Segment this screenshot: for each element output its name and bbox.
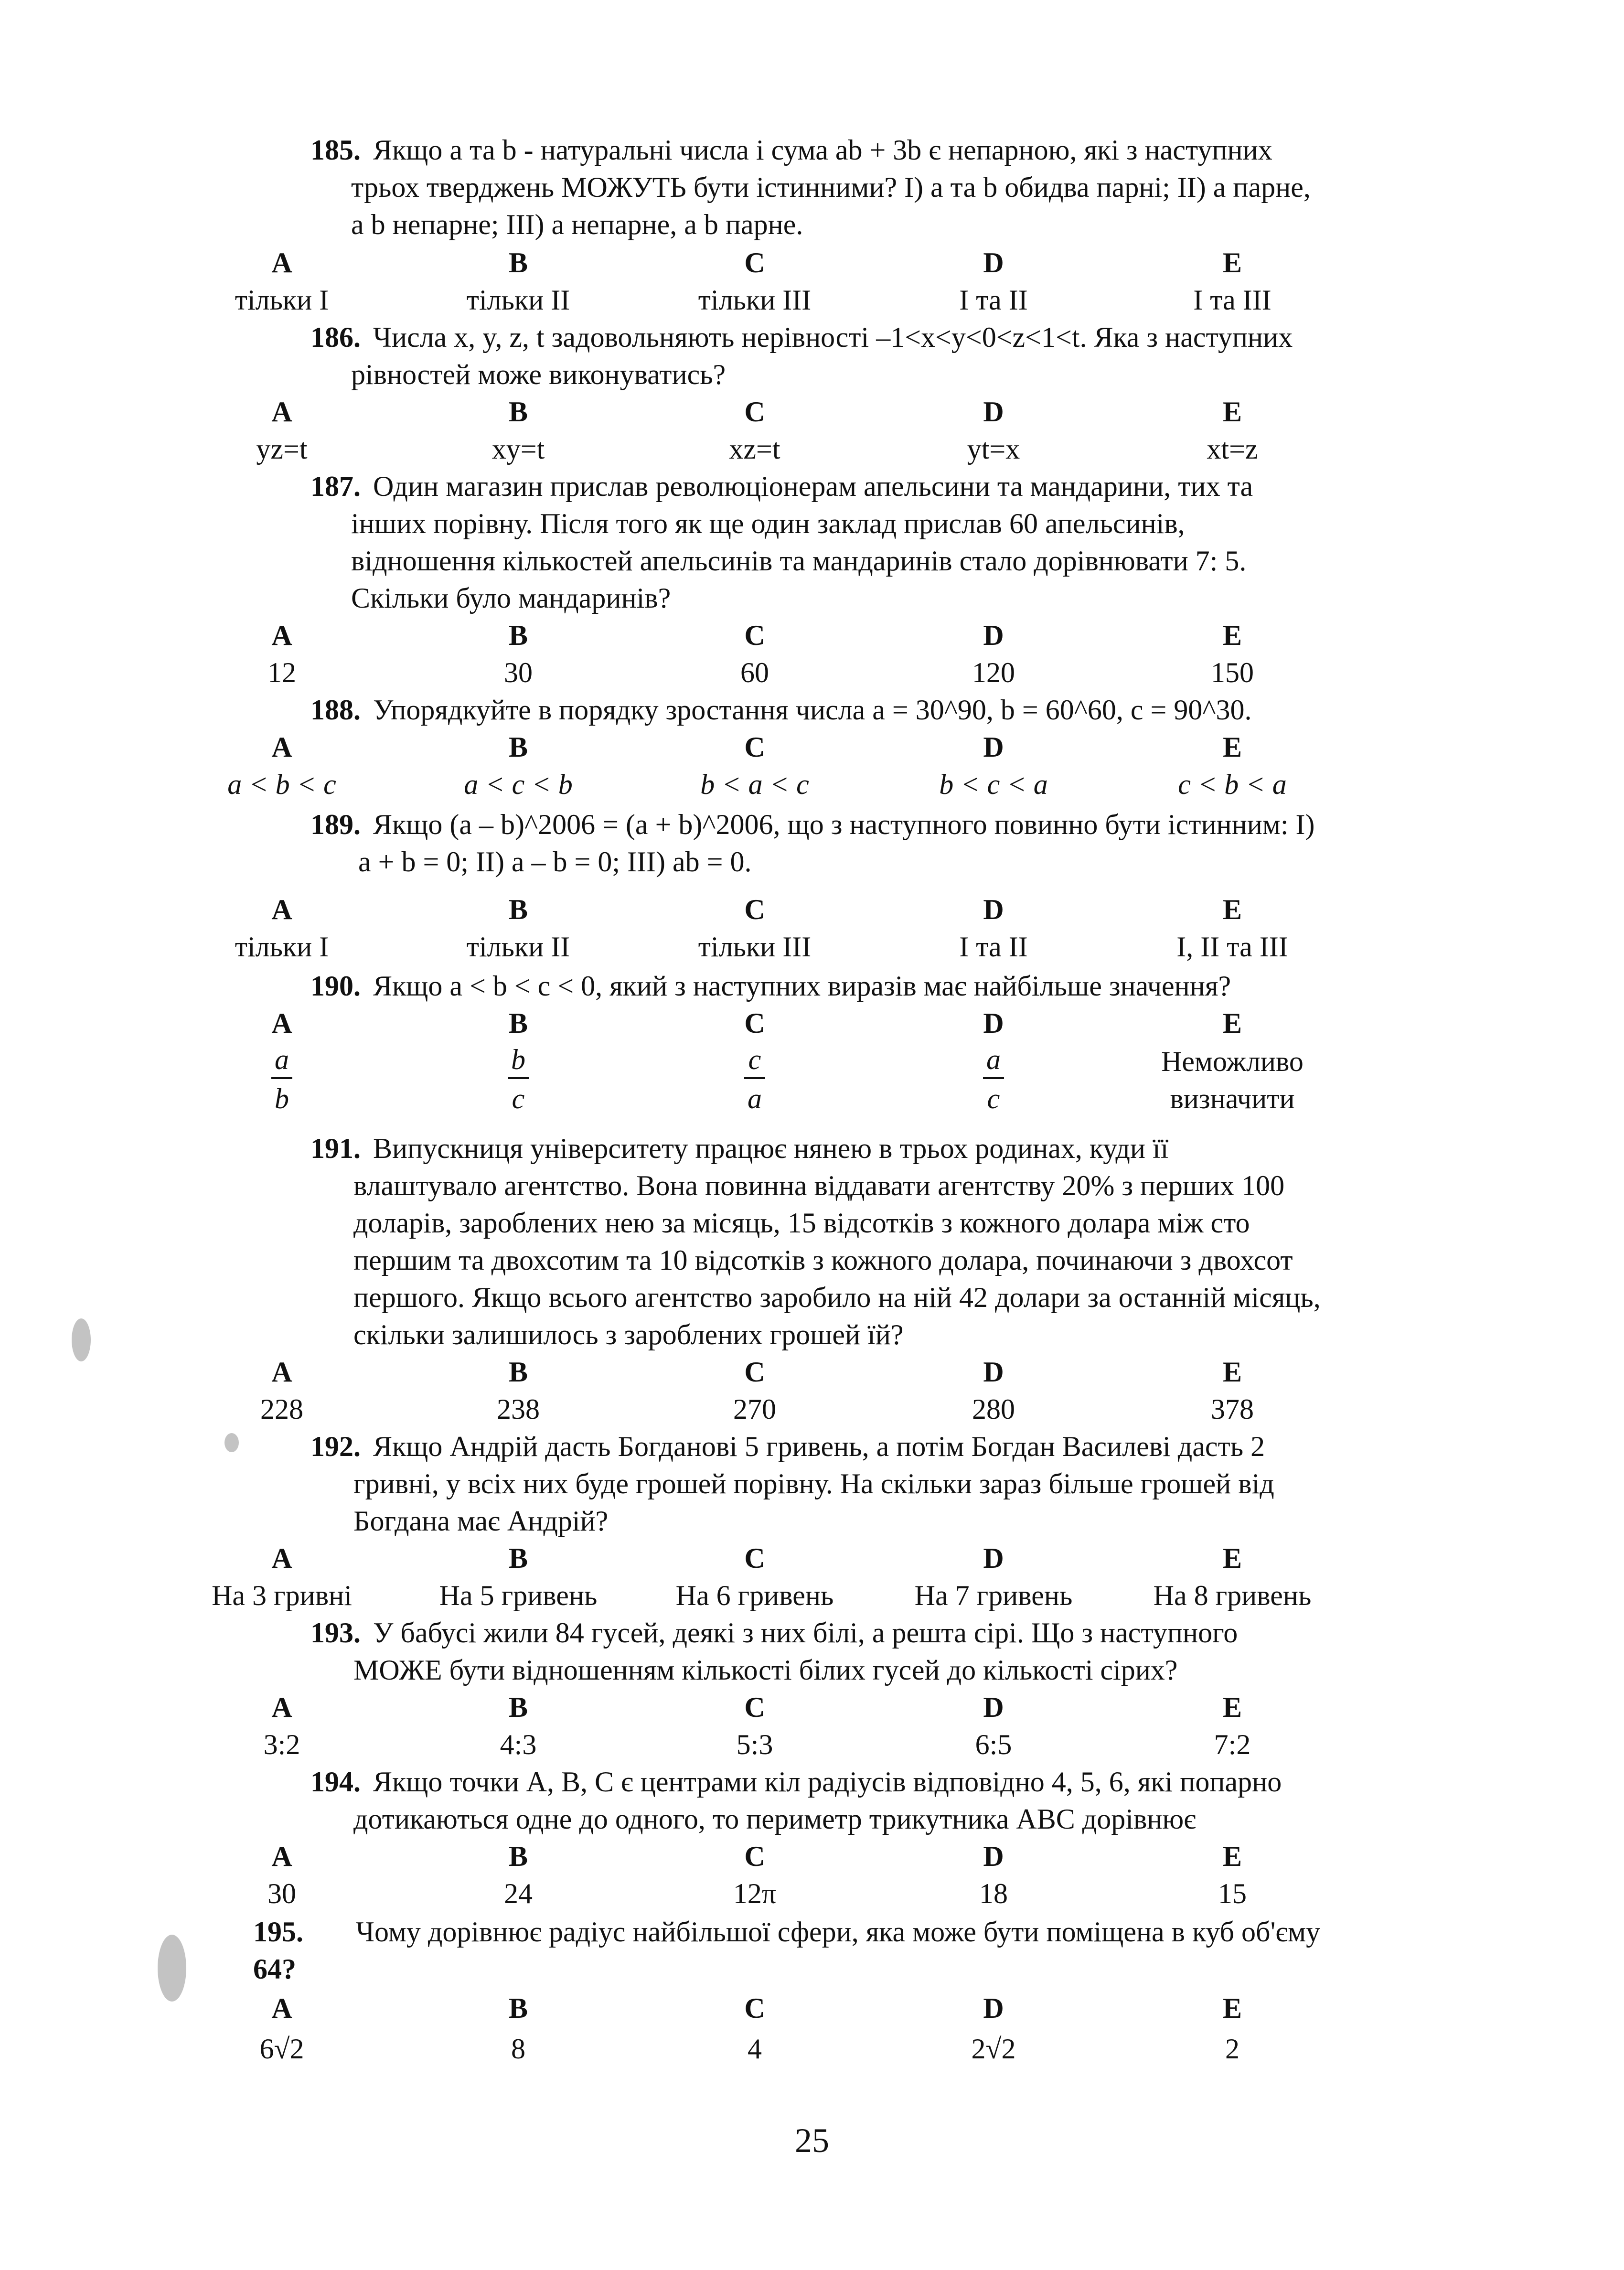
q193-options bbox=[263, 1726, 1481, 1764]
option-a: тільки I bbox=[235, 284, 329, 316]
option-letter-d: D bbox=[983, 731, 1004, 763]
q187-answer-letters bbox=[271, 617, 1481, 655]
option-b bbox=[394, 1043, 642, 1117]
q191-options bbox=[260, 1391, 1481, 1429]
option-letter-b: B bbox=[508, 247, 528, 278]
option-b: тільки II bbox=[466, 284, 570, 316]
option-b: 24 bbox=[504, 1878, 533, 1909]
option-letter-c: C bbox=[744, 396, 765, 428]
q195-text-1: Чому дорівнює радіус найбільшої сфери, яка може бути поміщена в куб об'єму bbox=[356, 1916, 1321, 1948]
option-letter-e: E bbox=[1222, 1692, 1242, 1723]
option-letter-b: B bbox=[508, 1007, 528, 1039]
q186-line-1 bbox=[310, 319, 1293, 356]
q189-answer-letters bbox=[271, 891, 1481, 929]
option-letter-c: C bbox=[744, 731, 765, 763]
q185-line-1 bbox=[310, 131, 1272, 169]
option-e-line-1: Неможливо bbox=[1161, 1046, 1303, 1077]
option-letter-e: E bbox=[1222, 1992, 1242, 2024]
option-e: 2 bbox=[1225, 2033, 1239, 2065]
option-letter-d: D bbox=[983, 1992, 1004, 2024]
option-letter-b: B bbox=[508, 731, 528, 763]
q193-line-1 bbox=[310, 1614, 1238, 1651]
option-letter-b: B bbox=[508, 1992, 528, 2024]
q192-options bbox=[212, 1577, 1481, 1615]
option-letter-e: E bbox=[1222, 1007, 1242, 1039]
option-e: I, II та III bbox=[1176, 931, 1288, 963]
q194-line-1 bbox=[310, 1763, 1282, 1800]
numerator: a bbox=[986, 1044, 1001, 1075]
option-a: a < b < c bbox=[227, 769, 336, 800]
q189-number: 189. bbox=[310, 809, 361, 840]
q187-options bbox=[267, 654, 1481, 692]
option-c: тільки III bbox=[698, 931, 812, 963]
q188-line-1 bbox=[310, 691, 1252, 728]
option-a: 12 bbox=[267, 657, 296, 688]
option-letter-a: A bbox=[271, 396, 292, 428]
option-letter-d: D bbox=[983, 1841, 1004, 1872]
fraction bbox=[744, 1043, 765, 1115]
q188-options bbox=[227, 766, 1481, 804]
q194-answer-letters bbox=[271, 1838, 1481, 1876]
scan-speck bbox=[224, 1433, 239, 1452]
q188-text-1: Упорядкуйте в порядку зростання числа a = 30^90, b = 60^60, c = 90^30. bbox=[373, 694, 1252, 726]
option-a bbox=[158, 1043, 406, 1117]
option-letter-a: A bbox=[271, 620, 292, 651]
option-b: a < c < b bbox=[464, 769, 573, 800]
option-letter-b: B bbox=[508, 1542, 528, 1574]
q194-options bbox=[267, 1875, 1481, 1913]
option-letter-b: B bbox=[508, 1692, 528, 1723]
q191-line-2: влаштувало агентство. Вона повинна віддавати агентству 20% з перших 100 bbox=[353, 1170, 1285, 1201]
option-a: yz=t bbox=[256, 433, 308, 465]
q195-line-1 bbox=[253, 1913, 1320, 1950]
q189-text-1: Якщо (a – b)^2006 = (a + b)^2006, що з наступного повинно бути істинним: I) bbox=[373, 809, 1315, 840]
q188-answer-letters bbox=[271, 728, 1481, 767]
q187-line-3: відношення кількостей апельсинів та мандаринів стало дорівнювати 7: 5. bbox=[351, 545, 1247, 577]
q195-number: 195. bbox=[253, 1916, 303, 1948]
q192-line-3: Богдана має Андрій? bbox=[353, 1505, 609, 1537]
option-d: I та II bbox=[959, 931, 1028, 963]
q186-number: 186. bbox=[310, 321, 361, 353]
option-letter-d: D bbox=[983, 620, 1004, 651]
q190-text-1: Якщо a < b < c < 0, який з наступних виразів має найбільше значення? bbox=[373, 970, 1231, 1002]
q195-options bbox=[259, 2030, 1481, 2068]
option-letter-c: C bbox=[744, 894, 765, 925]
option-e: 15 bbox=[1218, 1878, 1247, 1909]
q193-text-1: У бабусі жили 84 гусей, деякі з них білі, а решта сірі. Що з наступного bbox=[373, 1617, 1238, 1649]
option-e: 150 bbox=[1211, 657, 1254, 688]
q194-text-1: Якщо точки А, В, С є центрами кіл радіусів відповідно 4, 5, 6, які попарно bbox=[373, 1766, 1282, 1798]
option-letter-c: C bbox=[744, 1542, 765, 1574]
option-a: тільки I bbox=[235, 931, 329, 963]
q191-text-1: Випускниця університету працює нянею в трьох родинах, куди її bbox=[373, 1133, 1169, 1164]
q189-line-2: a + b = 0; II) a – b = 0; III) ab = 0. bbox=[358, 846, 752, 878]
q190-number: 190. bbox=[310, 970, 361, 1002]
q189-line-1 bbox=[310, 806, 1314, 843]
q185-number: 185. bbox=[310, 134, 361, 166]
option-letter-b: B bbox=[508, 1841, 528, 1872]
fraction-bar bbox=[271, 1077, 292, 1079]
option-e bbox=[1108, 1043, 1357, 1117]
option-d: 18 bbox=[979, 1878, 1008, 1909]
option-letter-d: D bbox=[983, 894, 1004, 925]
q187-line-2: інших порівну. Після того як ще один заклад прислав 60 апельсинів, bbox=[351, 508, 1185, 539]
q191-line-4: першим та двохсотим та 10 відсотків з кожного долара, починаючи з двохсот bbox=[353, 1244, 1293, 1276]
option-letter-e: E bbox=[1222, 396, 1242, 428]
q191-answer-letters bbox=[271, 1353, 1481, 1392]
option-letter-e: E bbox=[1222, 731, 1242, 763]
numerator: c bbox=[748, 1044, 761, 1075]
q193-line-2: МОЖЕ бути відношенням кількості білих гусей до кількості сірих? bbox=[353, 1654, 1178, 1686]
option-c: тільки III bbox=[698, 284, 812, 316]
option-letter-a: A bbox=[271, 1692, 292, 1723]
option-letter-a: A bbox=[271, 731, 292, 763]
option-c: 270 bbox=[733, 1393, 776, 1425]
option-c: На 6 гривень bbox=[675, 1580, 834, 1611]
q187-text-1: Один магазин прислав революціонерам апельсини та мандарини, тих та bbox=[373, 471, 1253, 502]
option-letter-c: C bbox=[744, 1992, 765, 2024]
q186-text-1: Числа x, y, z, t задовольняють нерівності –1<x<y<0<z<1<t. Яка з наступних bbox=[373, 321, 1293, 353]
q195-line-2: 64? bbox=[253, 1953, 296, 1985]
option-letter-a: A bbox=[271, 894, 292, 925]
q191-number: 191. bbox=[310, 1133, 361, 1164]
q193-answer-letters bbox=[271, 1689, 1481, 1727]
q185-answer-letters bbox=[271, 244, 1481, 282]
q194-number: 194. bbox=[310, 1766, 361, 1798]
q193-number: 193. bbox=[310, 1617, 361, 1649]
option-b: 30 bbox=[504, 657, 533, 688]
option-letter-e: E bbox=[1222, 1356, 1242, 1388]
option-c: xz=t bbox=[729, 433, 780, 465]
option-letter-c: C bbox=[744, 1841, 765, 1872]
option-c: b < a < c bbox=[700, 769, 809, 800]
q186-line-2: рівностей може виконуватись? bbox=[351, 359, 726, 390]
option-letter-d: D bbox=[983, 1007, 1004, 1039]
option-b: 4:3 bbox=[500, 1729, 537, 1760]
option-letter-a: A bbox=[271, 1841, 292, 1872]
option-letter-e: E bbox=[1222, 1841, 1242, 1872]
q186-answer-letters bbox=[271, 393, 1481, 431]
option-a: На 3 гривні bbox=[212, 1580, 352, 1611]
fraction bbox=[983, 1043, 1004, 1115]
option-letter-b: B bbox=[508, 396, 528, 428]
option-c: 12π bbox=[733, 1878, 777, 1909]
q191-line-3: доларів, зароблених нею за місяць, 15 відсотків з кожного долара між сто bbox=[353, 1207, 1250, 1239]
q192-number: 192. bbox=[310, 1431, 361, 1462]
fraction bbox=[271, 1043, 292, 1115]
option-letter-e: E bbox=[1222, 247, 1242, 278]
option-c: 5:3 bbox=[736, 1729, 773, 1760]
q188-number: 188. bbox=[310, 694, 361, 726]
option-d: I та II bbox=[959, 284, 1028, 316]
option-letter-e: E bbox=[1222, 1542, 1242, 1574]
option-letter-a: A bbox=[271, 247, 292, 278]
option-e: c < b < a bbox=[1178, 769, 1287, 800]
option-letter-c: C bbox=[744, 247, 765, 278]
option-c bbox=[630, 1043, 879, 1117]
q186-options bbox=[256, 430, 1481, 469]
option-letter-d: D bbox=[983, 1356, 1004, 1388]
q190-line-1 bbox=[310, 967, 1231, 1005]
option-a: 228 bbox=[260, 1393, 303, 1425]
option-letter-c: C bbox=[744, 1692, 765, 1723]
fraction-bar bbox=[744, 1077, 765, 1079]
denominator: b bbox=[275, 1083, 289, 1114]
q187-line-1 bbox=[310, 468, 1253, 505]
option-e: I та III bbox=[1193, 284, 1271, 316]
option-letter-d: D bbox=[983, 1542, 1004, 1574]
q185-options bbox=[235, 281, 1481, 320]
q185-line-3: a b непарне; III) a непарне, a b парне. bbox=[351, 209, 803, 240]
option-e: 7:2 bbox=[1214, 1729, 1251, 1760]
q190-options bbox=[277, 1043, 1481, 1129]
q191-line-6: скільки залишилось з зароблених грошей їй? bbox=[353, 1319, 904, 1350]
option-d bbox=[869, 1043, 1118, 1117]
option-a: 3:2 bbox=[263, 1729, 300, 1760]
option-letter-b: B bbox=[508, 1356, 528, 1388]
option-e: xt=z bbox=[1207, 433, 1258, 465]
option-d: 280 bbox=[972, 1393, 1015, 1425]
q192-text-1: Якщо Андрій дасть Богданові 5 гривень, а потім Богдан Василеві дасть 2 bbox=[373, 1431, 1265, 1462]
q192-line-2: гривні, у всіх них буде грошей порівну. На скільки зараз більше грошей від bbox=[353, 1468, 1274, 1499]
q194-line-2: дотикаються одне до одного, то периметр трикутника АВС дорівнює bbox=[353, 1803, 1196, 1835]
denominator: a bbox=[748, 1083, 762, 1114]
q187-line-4: Скільки було мандаринів? bbox=[351, 582, 671, 614]
q191-line-5: першого. Якщо всього агентство заробило на ній 42 долари за останній місяць, bbox=[353, 1282, 1321, 1313]
q195-answer-letters bbox=[271, 1990, 1481, 2028]
option-d: 2√2 bbox=[971, 2033, 1016, 2065]
scan-speck bbox=[72, 1318, 91, 1361]
fraction-bar bbox=[508, 1077, 529, 1079]
numerator: a bbox=[275, 1044, 289, 1075]
option-letter-a: A bbox=[271, 1356, 292, 1388]
q190-answer-letters bbox=[271, 1005, 1481, 1043]
fraction bbox=[508, 1043, 529, 1115]
denominator: c bbox=[512, 1083, 525, 1114]
fraction-bar bbox=[983, 1077, 1004, 1079]
option-d: На 7 гривень bbox=[914, 1580, 1073, 1611]
option-b: 8 bbox=[511, 2033, 525, 2065]
numerator: b bbox=[511, 1044, 525, 1075]
q191-line-1 bbox=[310, 1130, 1168, 1167]
option-letter-e: E bbox=[1222, 620, 1242, 651]
option-a: 30 bbox=[267, 1878, 296, 1909]
option-c: 60 bbox=[740, 657, 769, 688]
q192-line-1 bbox=[310, 1428, 1265, 1465]
page-number: 25 bbox=[795, 2121, 829, 2160]
option-letter-c: C bbox=[744, 1007, 765, 1039]
option-letter-d: D bbox=[983, 396, 1004, 428]
option-letter-c: C bbox=[744, 1356, 765, 1388]
option-e: 378 bbox=[1211, 1393, 1254, 1425]
q185-text-1: Якщо a та b - натуральні числа і сума ab + 3b є непарною, які з наступних bbox=[373, 134, 1272, 166]
option-letter-c: C bbox=[744, 620, 765, 651]
option-letter-a: A bbox=[271, 1007, 292, 1039]
q187-number: 187. bbox=[310, 471, 361, 502]
option-d: 6:5 bbox=[975, 1729, 1012, 1760]
option-letter-a: A bbox=[271, 1992, 292, 2024]
q189-options bbox=[235, 928, 1481, 966]
option-d: yt=x bbox=[967, 433, 1020, 465]
denominator: c bbox=[987, 1083, 1000, 1114]
option-b: 238 bbox=[497, 1393, 540, 1425]
option-letter-d: D bbox=[983, 1692, 1004, 1723]
option-d: b < c < a bbox=[939, 769, 1048, 800]
option-letter-e: E bbox=[1222, 894, 1242, 925]
option-c: 4 bbox=[748, 2033, 762, 2065]
q192-answer-letters bbox=[271, 1540, 1481, 1578]
option-letter-d: D bbox=[983, 247, 1004, 278]
option-b: xy=t bbox=[491, 433, 545, 465]
option-letter-b: B bbox=[508, 894, 528, 925]
option-b: На 5 гривень bbox=[439, 1580, 598, 1611]
option-e: На 8 гривень bbox=[1153, 1580, 1312, 1611]
option-b: тільки II bbox=[466, 931, 570, 963]
option-letter-a: A bbox=[271, 1542, 292, 1574]
option-letter-b: B bbox=[508, 620, 528, 651]
option-d: 120 bbox=[972, 657, 1015, 688]
q185-line-2: трьох тверджень МОЖУТЬ бути істинними? I) a та b обидва парні; II) a парне, bbox=[351, 171, 1311, 203]
option-e-line-2: визначити bbox=[1170, 1083, 1295, 1114]
option-a: 6√2 bbox=[259, 2033, 304, 2065]
